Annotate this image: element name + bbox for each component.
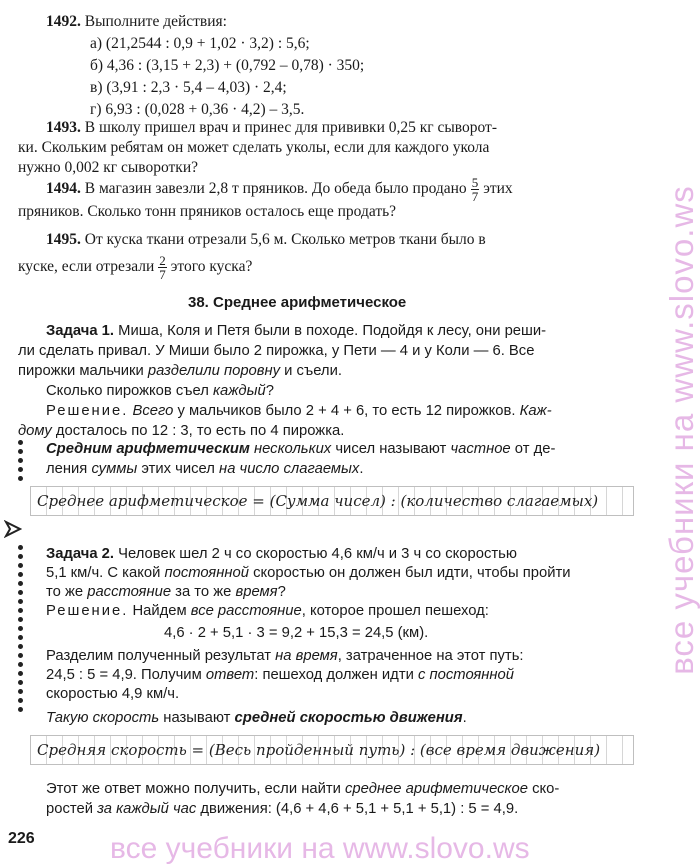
fraction: $\frac{2}{7}$ xyxy=(159,253,166,282)
solution-label: Решение. xyxy=(46,403,129,419)
exercise-text: Выполните действия: xyxy=(84,13,227,30)
exercise-text: ки. Скольким ребятам он может сделать уколы, если для каждого укола xyxy=(18,139,490,156)
fraction: $\frac{5}{7}$ xyxy=(471,175,479,204)
margin-dots-marker xyxy=(18,440,24,485)
task-label: Задача 2. xyxy=(46,546,115,562)
watermark-bottom: все учебники на www.slovo.ws xyxy=(110,832,530,865)
section-title: 38. Среднее арифметическое xyxy=(188,294,407,311)
expression-b: б) 4,36 : (3,15 + 2,3) + (0,792 – 0,78) · 350; xyxy=(90,57,365,74)
arrow-marker-icon xyxy=(4,520,22,538)
exercise-text: нужно 0,002 кг сыворотки? xyxy=(18,159,199,176)
solution-label: Решение. xyxy=(46,603,129,619)
watermark-vertical: все учебники на www.slovo.ws xyxy=(663,185,700,675)
task-label: Задача 1. xyxy=(46,323,115,339)
exercise-text: От куска ткани отрезали 5,6 м. Сколько метров ткани было в xyxy=(84,231,486,248)
handwritten-formula-mean: Среднее арифметическое = (Сумма чисел) : (количество слагаемых) xyxy=(30,486,634,516)
expression-c: в) (3,91 : 2,3 · 5,4 – 4,03) · 2,4; xyxy=(90,79,287,96)
formula: 4,6 · 2 + 5,1 · 3 = 9,2 + 15,3 = 24,5 (км). xyxy=(164,625,429,641)
page-number: 226 xyxy=(8,830,35,847)
exercise-number: 1493. xyxy=(46,119,81,136)
definition-average-speed: Такую скорость называют средней скоростью движения. xyxy=(46,710,467,726)
exercise-text: В магазин завезли 2,8 т пряников. До обеда было продано xyxy=(84,180,467,198)
exercise-number: 1494. xyxy=(46,180,81,198)
handwritten-formula-speed: Средняя скорость = (Весь пройденный путь) : (все время движения) xyxy=(30,735,634,765)
exercise-number: 1492. xyxy=(46,13,81,30)
expression-a: а) (21,2544 : 0,9 + 1,02 · 3,2) : 5,6; xyxy=(90,35,310,52)
exercise-text: В школу пришел врач и принес для прививки 0,25 кг сыворот- xyxy=(84,119,497,136)
exercise-text: пряников. Сколько тонн пряников осталось еще продать? xyxy=(18,203,397,220)
margin-dots-marker xyxy=(18,545,24,716)
expression-d: г) 6,93 : (0,028 + 0,36 · 4,2) – 3,5. xyxy=(90,101,305,118)
exercise-number: 1495. xyxy=(46,231,81,248)
